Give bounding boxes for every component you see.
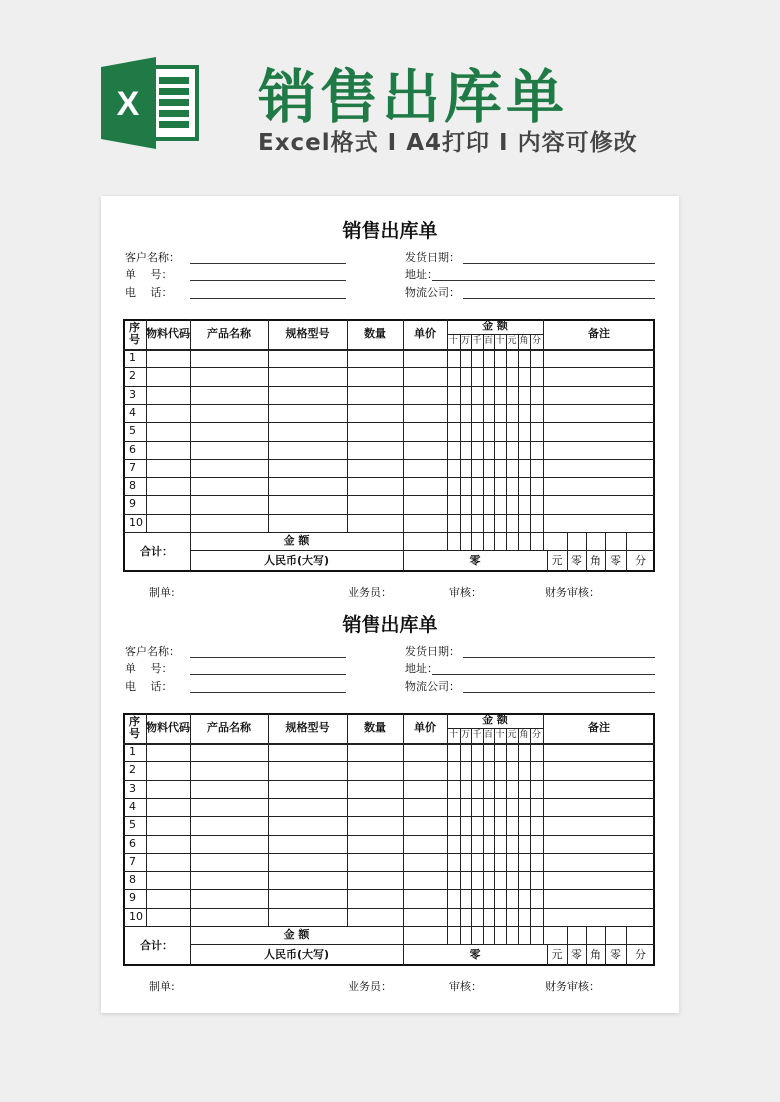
table-row (123, 477, 655, 495)
table-row (123, 495, 655, 513)
header-amount: 金 额 (482, 713, 508, 727)
row-number: 8 (129, 479, 136, 493)
rmb-unit: 零 (571, 947, 582, 961)
field-input-line[interactable] (190, 298, 346, 299)
row-number: 3 (129, 781, 136, 795)
header-seq: 序号 (129, 320, 140, 346)
amount-unit: 万 (460, 335, 470, 346)
rmb-value[interactable]: 零 (469, 947, 481, 961)
table-row (123, 367, 655, 385)
amount-unit: 元 (507, 335, 517, 346)
field-label: 物流公司： (405, 286, 460, 299)
header-remark: 备注 (588, 720, 610, 734)
amount-unit: 百 (483, 729, 493, 740)
table-row (123, 386, 655, 404)
banner-title: 销售出库单 (258, 63, 569, 131)
row-number: 7 (129, 460, 136, 474)
header-spec: 规格型号 (285, 720, 330, 734)
banner-subtitle: Excel格式 I A4打印 I 内容可修改 (258, 130, 638, 156)
field-input-line[interactable] (190, 263, 346, 264)
amount-unit: 十 (448, 335, 458, 346)
rmb-label: 人民币(大写) (263, 553, 330, 567)
header-name: 产品名称 (207, 720, 251, 734)
amount-unit: 角 (519, 335, 529, 346)
field-input-line[interactable] (463, 657, 655, 658)
signature-label: 业务员： (348, 586, 392, 599)
row-number: 9 (129, 891, 136, 905)
table-row (123, 835, 655, 853)
rmb-unit: 角 (590, 947, 601, 961)
field-input-line[interactable] (463, 263, 655, 264)
amount-unit: 千 (472, 729, 482, 740)
field-input-line[interactable] (190, 674, 346, 675)
field-label: 物流公司： (405, 680, 460, 693)
field-label: 电 话： (125, 286, 173, 299)
row-number: 2 (129, 369, 136, 383)
header-qty: 数量 (364, 326, 386, 340)
header-price: 单价 (414, 720, 436, 734)
rmb-label: 人民币(大写) (263, 947, 330, 961)
amount-unit: 百 (483, 335, 493, 346)
table-row (123, 798, 655, 816)
header-remark: 备注 (588, 326, 610, 340)
header-price: 单价 (414, 326, 436, 340)
table-row (123, 404, 655, 422)
header-code: 物料代码 (146, 326, 190, 340)
form-title: 销售出库单 (342, 220, 438, 242)
header-spec: 规格型号 (285, 326, 330, 340)
total-label: 合计： (140, 544, 173, 558)
table-row (123, 441, 655, 459)
row-number: 10 (129, 909, 143, 923)
row-number: 4 (129, 405, 136, 419)
table-row (123, 459, 655, 477)
header-name: 产品名称 (207, 326, 251, 340)
rmb-unit: 零 (571, 553, 582, 567)
svg-text:X: X (116, 85, 140, 123)
signature-label: 业务员： (348, 980, 392, 993)
amount-unit: 十 (448, 729, 458, 740)
amount-unit: 千 (472, 335, 482, 346)
field-label: 发货日期： (405, 251, 460, 264)
field-input-line[interactable] (463, 298, 655, 299)
field-input-line[interactable] (190, 657, 346, 658)
excel-logo-icon (101, 57, 199, 149)
row-number: 6 (129, 836, 136, 850)
row-number: 8 (129, 873, 136, 887)
signature-label: 审核： (449, 586, 482, 599)
field-label: 发货日期： (405, 645, 460, 658)
amount-unit: 万 (460, 729, 470, 740)
rmb-unit: 元 (551, 553, 563, 567)
table-row (123, 871, 655, 889)
rmb-unit: 角 (590, 553, 601, 567)
amount-unit: 元 (507, 729, 517, 740)
table-row (123, 743, 655, 761)
table-row (123, 422, 655, 440)
rmb-unit: 分 (635, 947, 646, 961)
table-row (123, 816, 655, 834)
field-label: 单 号： (125, 268, 173, 281)
row-number: 5 (129, 424, 136, 438)
table-row (123, 908, 655, 926)
table-row (123, 780, 655, 798)
signature-label: 制单: (149, 586, 175, 599)
row-number: 10 (129, 515, 143, 529)
field-input-line[interactable] (190, 692, 346, 693)
field-label: 地址： (405, 662, 438, 675)
amount-label: 金 额 (283, 927, 310, 941)
header-amount: 金 额 (482, 319, 508, 333)
form-title: 销售出库单 (342, 614, 438, 636)
delivery-form-1 (0, 198, 780, 599)
row-number: 1 (129, 745, 136, 759)
row-number: 2 (129, 763, 136, 777)
signature-label: 审核： (449, 980, 482, 993)
header-code: 物料代码 (146, 720, 190, 734)
rmb-unit: 分 (635, 553, 646, 567)
field-input-line[interactable] (190, 280, 346, 281)
amount-unit: 十 (495, 729, 505, 740)
field-input-line[interactable] (432, 674, 655, 675)
amount-unit: 角 (519, 729, 529, 740)
field-label: 客户名称： (125, 645, 180, 658)
field-label: 电 话： (125, 680, 173, 693)
field-label: 单 号： (125, 662, 173, 675)
amount-label: 金 额 (283, 533, 310, 547)
amount-unit: 分 (531, 335, 541, 346)
header-qty: 数量 (364, 720, 386, 734)
signature-label: 财务审核： (545, 586, 600, 599)
signature-label: 制单: (149, 980, 175, 993)
table-row (123, 853, 655, 871)
table-row (123, 514, 655, 532)
row-number: 4 (129, 799, 136, 813)
field-label: 地址： (405, 268, 438, 281)
amount-unit: 分 (531, 729, 541, 740)
signature-label: 财务审核： (545, 980, 600, 993)
row-number: 1 (129, 351, 136, 365)
table-row (123, 889, 655, 907)
header-seq: 序号 (129, 714, 140, 740)
rmb-value[interactable]: 零 (469, 553, 481, 567)
table-row (123, 349, 655, 367)
rmb-unit: 零 (610, 553, 621, 567)
total-label: 合计： (140, 938, 173, 952)
field-input-line[interactable] (432, 280, 655, 281)
row-number: 5 (129, 818, 136, 832)
field-label: 客户名称： (125, 251, 180, 264)
row-number: 9 (129, 497, 136, 511)
delivery-form-2 (0, 592, 780, 993)
field-input-line[interactable] (463, 692, 655, 693)
row-number: 6 (129, 442, 136, 456)
row-number: 7 (129, 854, 136, 868)
amount-unit: 十 (495, 335, 505, 346)
table-row (123, 761, 655, 779)
rmb-unit: 零 (610, 947, 621, 961)
rmb-unit: 元 (551, 947, 563, 961)
row-number: 3 (129, 387, 136, 401)
